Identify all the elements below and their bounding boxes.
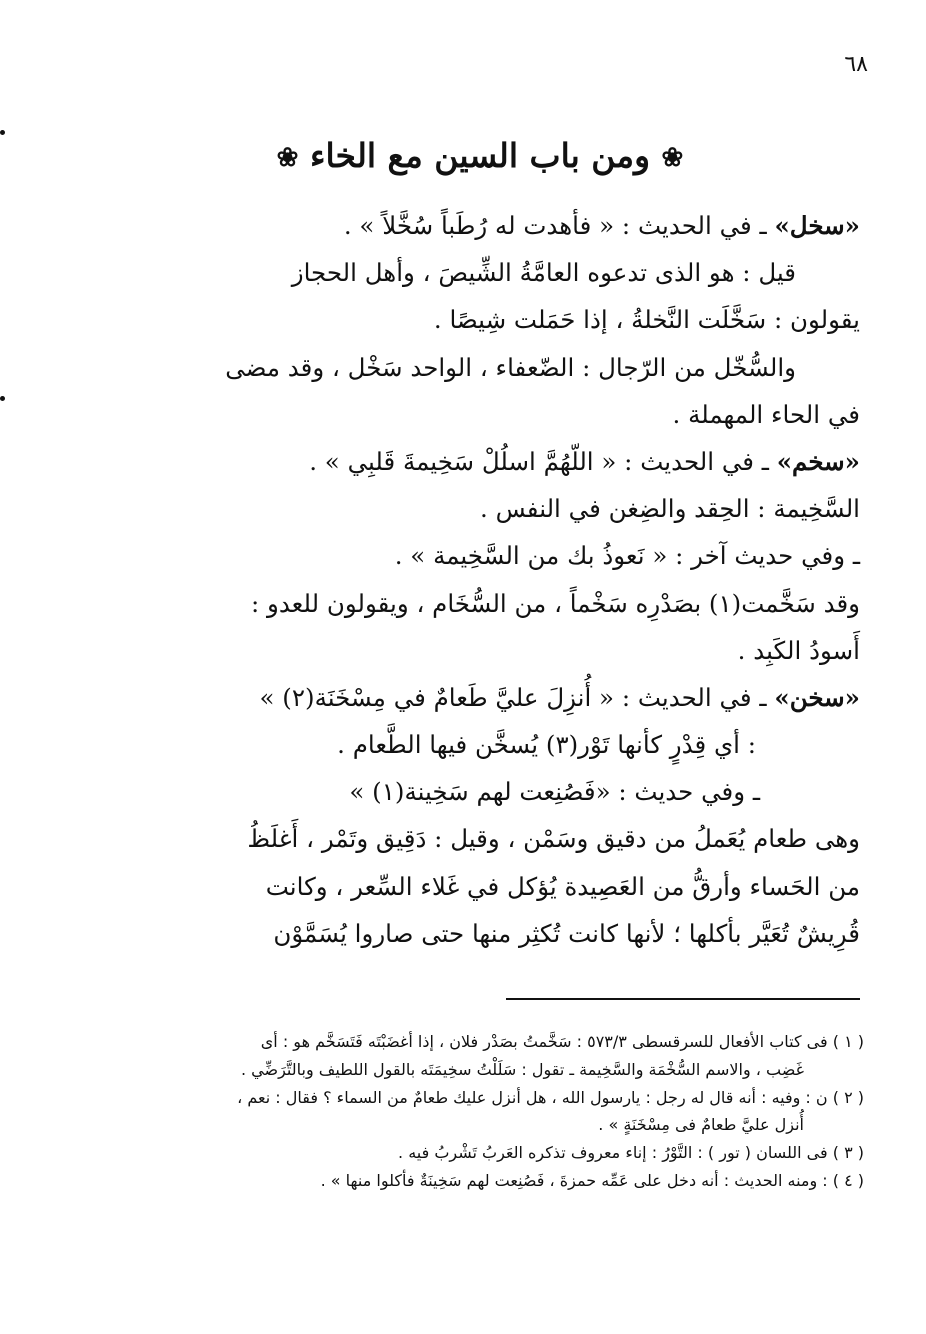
ornament-icon: ❀ (661, 143, 684, 173)
text-line: ـ وفي حديث آخر : « نَعوذُ بك من السَّخِيمة » . (394, 541, 860, 571)
main-text (100, 202, 860, 957)
text-segment: ـ في الحديث : « فأهدت له رُطَباً سُخَّلاً » . (343, 211, 767, 240)
text-segment: ـ في الحديث : « أُنزِلَ عليَّ طَعامٌ في مِسْخَنَة(٢) » (259, 682, 767, 712)
text-line: من الحَساء وأرقُّ من العَصِيدة يُؤكل في غَلاء السِّعر ، وكانت (265, 871, 860, 901)
scan-edge-dot (0, 396, 5, 401)
text-line: يقولون : سَخَّلَت النَّخلةُ ، إذا حَمَلت شِيصًا . (433, 305, 860, 335)
footnote: ( ١ ) فى كتاب الأفعال للسرقسطى ٥٧٣/٣ : سَخَّمتُ بصَدْر فلان ، إذا أغضَبْتَه فَتَسَخَّم هو : أى (260, 1032, 864, 1051)
footnote: ( ٣ ) فى اللسان ( تور ) : التَّوْرُ : إناء معروف تذكره العَربُ تَشْربُ فيه . (398, 1143, 864, 1163)
scan-edge-dot (0, 130, 5, 135)
text-segment: ـ في الحديث : « اللّهُمَّ اسلُلْ سَخِيمةَ قَلبِي » . (309, 446, 769, 476)
text-line: ـ وفي حديث : «فَصُنِعت لهم سَخِينة(١) » (349, 777, 760, 807)
entry-headword: «سخل» (774, 211, 860, 240)
footnote: ( ٤ ) : ومنه الحديث : أنه دخل على عَمِّه حمزةَ ، فَصُنِعت لهم سَخِينَةٌ فأكلوا منها » . (320, 1170, 864, 1190)
text-line: والسُّخّل من الرّجال : الضّعفاء ، الواحد سَخْل ، وقد مضى (225, 352, 796, 382)
footnote-divider (506, 998, 860, 1000)
ornament-icon: ❀ (276, 143, 299, 173)
text-line: السَّخِيمة : الحِقد والضِغن في النفس . (480, 494, 860, 524)
footnote-continuation: غَضِب ، والاسم السُّخْمَة والسَّخِيمة ـ تقول : سَلَلْتُ سخِيمَتَه بالقول اللطيف وبالتَّرَضِّي . (241, 1059, 804, 1079)
footnote-continuation: أُنزل عليَّ طعامٌ فى مِسْخَنَةٍ » . (598, 1115, 804, 1135)
entry-headword: «سخم» (776, 446, 860, 476)
page-number: ٦٨ (844, 52, 868, 77)
text-line (100, 202, 860, 249)
text-line: قُرِيشٌ تُعَيَّر بأكلها ؛ لأنها كانت تُكثِر منها حتى صاروا يُسَمَّوْن (273, 918, 860, 948)
chapter-title-text: ومن باب السين مع الخاء (309, 136, 651, 175)
chapter-title (120, 136, 840, 175)
text-line: وقد سَخَّمت(١) بصَدْرِه سَخْماً ، من السُّخَام ، ويقولون للعدو : (250, 588, 860, 618)
text-line: وهى طعام يُعَملُ من دقيق وسَمْن ، وقيل : دَقِيق وتَمْر ، أَغلَظُ (247, 824, 860, 854)
text-line: في الحاء المهملة . (672, 399, 860, 429)
footnote: ( ٢ ) ن : وفيه : أنه قال له رجل : يارسول الله ، هل أنزل عليك طعامٌ من السماء ؟ فقال : نعم ، (237, 1087, 864, 1107)
text-line: قيل : هو الذى تدعوه العامَّةُ الشِّيصَ ، وأهل الحجاز (291, 258, 796, 288)
text-line (100, 438, 860, 485)
text-line: أَسودُ الكَبِد . (737, 635, 860, 665)
text-line: : أي قِدْرٍ كأنها تَوْر(٣) يُسخَّن فيها الطَّعام . (337, 730, 756, 760)
text-line (100, 674, 860, 721)
footnotes (84, 1028, 864, 1195)
entry-headword: «سخن» (774, 682, 860, 712)
